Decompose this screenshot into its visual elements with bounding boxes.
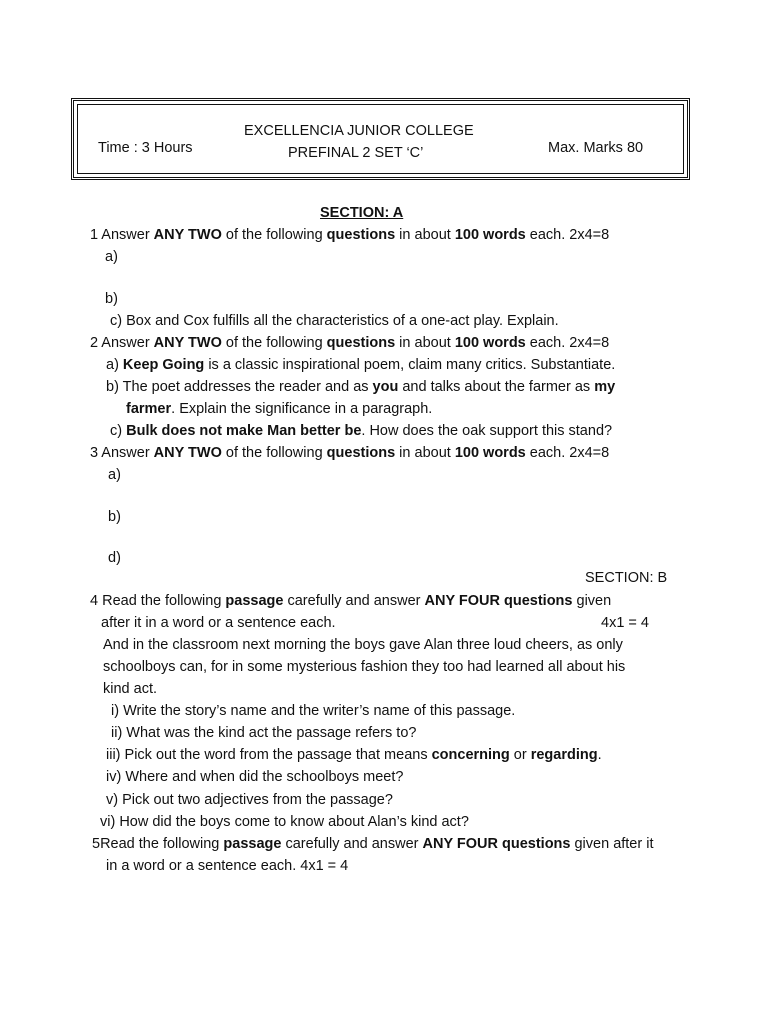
q4-item-iii: iii) Pick out the word from the passage that means concerning or regarding.: [106, 747, 602, 763]
q4-heading-cont: after it in a word or a sentence each.: [101, 615, 336, 631]
q2-option-c: c) Bulk does not make Man better be. How does the oak support this stand?: [110, 423, 613, 439]
q1-option-b: b): [105, 291, 118, 307]
q5-heading: 5Read the following passage carefully and answer ANY FOUR questions given after it: [92, 836, 654, 852]
q4-item-v: v) Pick out two adjectives from the passage?: [106, 792, 393, 808]
q4-item-vi: vi) How did the boys come to know about Alan’s kind act?: [100, 814, 469, 830]
q4-passage-line-2: schoolboys can, for in some mysterious fashion they too had learned all about his: [103, 659, 626, 675]
q3-option-a: a): [108, 467, 121, 483]
q3-heading: 3 Answer ANY TWO of the following questions in about 100 words each. 2x4=8: [90, 445, 610, 461]
section-b-title: SECTION: B: [585, 570, 668, 586]
time-label: Time : 3 Hours: [98, 140, 193, 156]
header-box: [71, 98, 690, 180]
q3-option-d: d): [108, 550, 121, 566]
q4-item-iv: iv) Where and when did the schoolboys meet?: [106, 769, 404, 785]
q1-option-c: c) Box and Cox fulfills all the characteristics of a one-act play. Explain.: [110, 313, 559, 329]
q4-passage-line-3: kind act.: [103, 681, 157, 697]
q2-heading: 2 Answer ANY TWO of the following questions in about 100 words each. 2x4=8: [90, 335, 610, 351]
exam-name: PREFINAL 2 SET ‘C’: [288, 145, 424, 161]
college-name: EXCELLENCIA JUNIOR COLLEGE: [244, 123, 474, 139]
q4-marks: 4x1 = 4: [601, 615, 649, 631]
q2-option-b: b) The poet addresses the reader and as you and talks about the farmer as my: [106, 379, 616, 395]
q2-option-a: a) Keep Going is a classic inspirational poem, claim many critics. Substantiate.: [106, 357, 616, 373]
q4-item-ii: ii) What was the kind act the passage refers to?: [111, 725, 417, 741]
q5-heading-cont: in a word or a sentence each. 4x1 = 4: [106, 858, 349, 874]
q4-passage-line-1: And in the classroom next morning the boys gave Alan three loud cheers, as only: [103, 637, 623, 653]
q3-option-b: b): [108, 509, 121, 525]
q4-heading: 4 Read the following passage carefully and answer ANY FOUR questions given: [90, 593, 612, 609]
q1-heading: 1 Answer ANY TWO of the following questions in about 100 words each. 2x4=8: [90, 227, 610, 243]
q4-item-i: i) Write the story’s name and the writer’s name of this passage.: [111, 703, 516, 719]
q2-option-b-cont: farmer. Explain the significance in a paragraph.: [126, 401, 433, 417]
q1-option-a: a): [105, 249, 118, 265]
max-marks: Max. Marks 80: [548, 140, 644, 156]
section-a-title: SECTION: A: [320, 205, 404, 221]
